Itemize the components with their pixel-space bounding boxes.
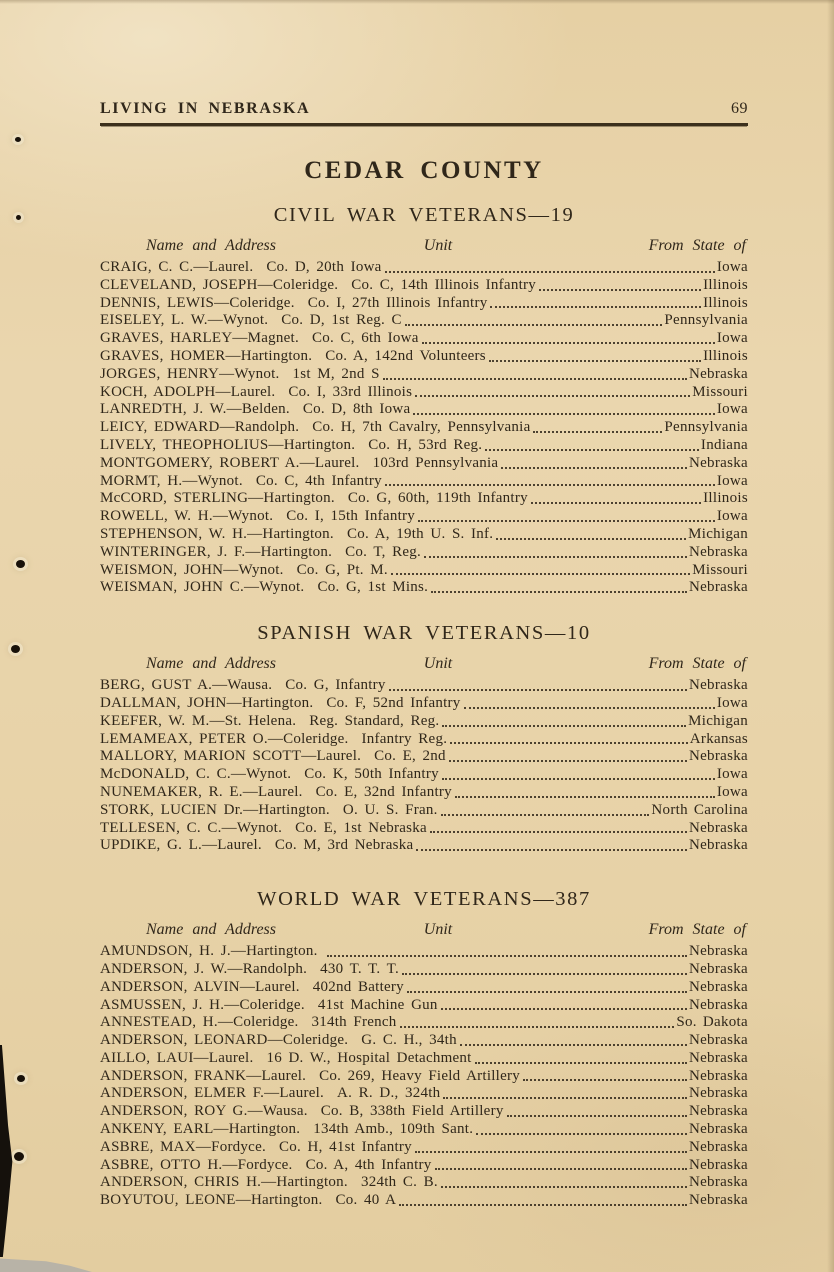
binding-hole-mark [14, 1152, 24, 1161]
dot-leader [452, 784, 717, 802]
veteran-row [100, 437, 748, 455]
veteran-name-address: ANDERSON, J. W.—Randolph. [100, 960, 308, 977]
dot-leader [439, 713, 688, 731]
dot-leader [324, 943, 689, 961]
veteran-unit: Co. H, 41st Infantry [279, 1138, 412, 1155]
veteran-name-address: DENNIS, LEWIS—Coleridge. [100, 294, 295, 311]
veteran-name-address: CRAIG, C. C.—Laurel. [100, 259, 254, 275]
column-header-unit: Unit [423, 237, 453, 254]
veteran-unit: Co. C, 14th Illinois Infantry [351, 276, 536, 293]
veteran-row [100, 997, 748, 1015]
veteran-rows [100, 677, 748, 855]
veteran-row [100, 473, 748, 491]
veteran-unit: 41st Machine Gun [317, 996, 438, 1013]
veteran-name-address: LANREDTH, J. W.—Belden. [100, 401, 290, 418]
dot-leader [388, 562, 692, 580]
veteran-unit: Co. A, 4th Infantry [305, 1156, 432, 1173]
section-title: WORLD WAR VETERANS—387 [257, 888, 591, 911]
veteran-from-state: Iowa [716, 766, 748, 783]
veteran-name-address: DALLMAN, JOHN—Hartington. [100, 694, 314, 711]
veteran-row [100, 943, 748, 961]
veteran-row [100, 1103, 748, 1121]
veteran-name-address: AMUNDSON, H. J.—Hartington. [100, 943, 318, 960]
veteran-unit: Co. E, 2nd [374, 748, 446, 765]
veteran-from-state: Arkansas [689, 730, 748, 747]
veteran-unit: Co. G, 1st Mins. [317, 579, 429, 596]
veteran-row [100, 1085, 748, 1103]
veteran-name-address: WEISMON, JOHN—Wynot. [100, 561, 284, 578]
veteran-unit: O. U. S. Fran. [342, 801, 438, 818]
veteran-name-address: McDONALD, C. C.—Wynot. [100, 766, 292, 783]
veteran-name-address: GRAVES, HOMER—Hartington. [100, 347, 313, 364]
veteran-unit: G. C. H., 34th [361, 1032, 457, 1049]
dot-leader [520, 1068, 689, 1086]
veteran-row [100, 384, 748, 402]
veteran-unit: Reg. Standard, Reg. [309, 712, 440, 729]
binding-hole-mark [11, 645, 20, 653]
veteran-row [100, 748, 748, 766]
veterans-section [100, 204, 748, 597]
column-header-name: Name and Address [146, 921, 276, 939]
veteran-unit: Co. I, 33rd Illinois [288, 383, 413, 400]
dot-leader [536, 277, 703, 295]
dot-leader [399, 961, 689, 979]
dot-leader [382, 473, 717, 491]
veteran-rows [100, 259, 748, 597]
veteran-unit: Co. B, 338th Field Artillery [320, 1103, 504, 1120]
binding-hole-mark [17, 1075, 25, 1082]
dot-leader [427, 820, 689, 838]
dot-leader [432, 1157, 689, 1175]
veteran-from-state: Pennsylvania [664, 419, 748, 436]
veteran-name-address: ANDERSON, ELMER F.—Laurel. [100, 1085, 325, 1102]
dot-leader [461, 695, 717, 713]
veteran-from-state: Nebraska [688, 996, 748, 1013]
dot-leader [397, 1014, 677, 1032]
veteran-unit: Co. A, 19th U. S. Inf. [346, 525, 494, 542]
veteran-unit: Co. M, 3rd Nebraska [274, 837, 414, 854]
veteran-unit: Co. H, 53rd Reg. [368, 436, 483, 453]
veteran-name-address: JORGES, HENRY—Wynot. [100, 365, 280, 382]
veteran-row [100, 544, 748, 562]
veteran-name-address: ANDERSON, FRANK—Laurel. [100, 1067, 307, 1084]
section-title: SPANISH WAR VETERANS—10 [257, 622, 591, 645]
veteran-unit: Co. G, 60th, 119th Infantry [347, 490, 528, 507]
veteran-from-state: North Carolina [651, 801, 748, 818]
veteran-unit: Co. G, Infantry [285, 677, 386, 694]
veteran-from-state: Iowa [716, 472, 748, 489]
veteran-from-state: Nebraska [688, 978, 748, 995]
veteran-from-state: Nebraska [688, 1103, 748, 1120]
veteran-row [100, 1192, 748, 1210]
binding-hole-mark [16, 560, 25, 568]
binding-hole-mark [16, 215, 21, 220]
dot-leader [404, 979, 689, 997]
veteran-name-address: LEICY, EDWARD—Randolph. [100, 419, 300, 436]
veteran-name-address: MORMT, H.—Wynot. [100, 472, 243, 489]
veteran-from-state: Nebraska [688, 1121, 748, 1138]
veteran-unit: Co. D, 8th Iowa [302, 401, 411, 418]
dot-leader [438, 997, 689, 1015]
veteran-from-state: Missouri [692, 383, 748, 400]
veteran-from-state: Iowa [716, 259, 748, 275]
veteran-row [100, 401, 748, 419]
veteran-row [100, 1121, 748, 1139]
veteran-from-state: Nebraska [688, 1085, 748, 1102]
veteran-unit: Co. A, 142nd Volunteers [325, 347, 486, 364]
dot-leader [498, 455, 689, 473]
dot-leader [438, 802, 652, 820]
veteran-name-address: STEPHENSON, W. H.—Hartington. [100, 525, 334, 542]
dot-leader [412, 384, 692, 402]
column-headers [100, 237, 748, 255]
veteran-row [100, 695, 748, 713]
veteran-from-state: Nebraska [688, 1032, 748, 1049]
veteran-from-state: So. Dakota [676, 1014, 748, 1031]
veteran-from-state: Nebraska [688, 837, 748, 854]
veteran-row [100, 802, 748, 820]
veteran-name-address: ANNESTEAD, H.—Coleridge. [100, 1014, 299, 1031]
dot-leader [410, 401, 716, 419]
veteran-unit: Co. I, 27th Illinois Infantry [307, 294, 488, 311]
veteran-unit: Co. D, 20th Iowa [266, 259, 382, 275]
veteran-row [100, 731, 748, 749]
veteran-unit: Co. F, 52nd Infantry [326, 694, 461, 711]
veteran-from-state: Michigan [688, 712, 748, 729]
veteran-from-state: Nebraska [688, 943, 748, 960]
veteran-name-address: McCORD, STERLING—Hartington. [100, 490, 335, 507]
veteran-unit: Co. C, 6th Iowa [311, 330, 419, 347]
veteran-row [100, 820, 748, 838]
dot-leader [440, 1085, 689, 1103]
veteran-from-state: Nebraska [688, 677, 748, 694]
book-title: LIVING IN NEBRASKA [100, 100, 311, 117]
veteran-unit: 324th C. B. [360, 1174, 438, 1191]
dot-leader [402, 312, 665, 330]
veteran-row [100, 526, 748, 544]
veteran-from-state: Iowa [716, 401, 748, 418]
veteran-row [100, 562, 748, 580]
veteran-unit: 16 D. W., Hospital Detachment [266, 1049, 472, 1066]
veteran-unit: Co. K, 50th Infantry [304, 766, 439, 783]
veteran-row [100, 713, 748, 731]
scan-edge-shadow [0, 1045, 13, 1257]
veteran-name-address: BOYUTOU, LEONE—Hartington. [100, 1192, 323, 1209]
veteran-row [100, 1174, 748, 1192]
veteran-unit: Co. E, 32nd Infantry [315, 783, 452, 800]
veterans-section [100, 622, 748, 855]
dot-leader [438, 1174, 689, 1192]
veteran-from-state: Illinois [703, 294, 748, 311]
veteran-from-state: Illinois [703, 490, 748, 507]
dot-leader [504, 1103, 689, 1121]
column-header-unit: Unit [423, 655, 453, 673]
dot-leader [493, 526, 688, 544]
veteran-name-address: NUNEMAKER, R. E.—Laurel. [100, 783, 303, 800]
veteran-from-state: Iowa [716, 783, 748, 800]
veteran-row [100, 366, 748, 384]
veteran-unit: A. R. D., 324th [337, 1085, 441, 1102]
veteran-unit: Co. C, 4th Infantry [255, 472, 382, 489]
veteran-name-address: ANKENY, EARL—Hartington. [100, 1121, 301, 1138]
veteran-from-state: Nebraska [688, 1049, 748, 1066]
section-title: CIVIL WAR VETERANS—19 [273, 204, 575, 226]
dot-leader [530, 419, 664, 437]
veteran-from-state: Nebraska [688, 1138, 748, 1155]
veteran-name-address: MALLORY, MARION SCOTT—Laurel. [100, 748, 362, 765]
veteran-name-address: WEISMAN, JOHN C.—Wynot. [100, 579, 305, 596]
dot-leader [415, 508, 717, 526]
veteran-name-address: GRAVES, HARLEY—Magnet. [100, 330, 299, 347]
dot-leader [482, 437, 701, 455]
page-number: 69 [731, 100, 748, 117]
veteran-row [100, 455, 748, 473]
veteran-row [100, 1157, 748, 1175]
column-header-state: From State of [648, 655, 746, 673]
dot-leader [487, 295, 703, 313]
column-headers [100, 655, 748, 673]
veteran-name-address: ROWELL, W. H.—Wynot. [100, 508, 274, 525]
scan-corner-strip [0, 1257, 92, 1272]
veteran-row [100, 1139, 748, 1157]
veteran-row [100, 312, 748, 330]
veteran-row [100, 784, 748, 802]
column-header-state: From State of [648, 237, 746, 254]
veteran-name-address: ANDERSON, CHRIS H.—Hartington. [100, 1174, 348, 1191]
dot-leader [446, 748, 689, 766]
veteran-unit: Co. I, 15th Infantry [286, 508, 415, 525]
veteran-unit: Co. T, Reg. [345, 543, 422, 560]
veteran-unit: 314th French [311, 1014, 397, 1031]
veteran-sections [100, 204, 748, 1210]
dot-leader [419, 330, 717, 348]
veteran-unit: 402nd Battery [312, 978, 404, 995]
county-title: CEDAR COUNTY [304, 157, 544, 184]
veteran-unit: Co. E, 1st Nebraska [295, 819, 427, 836]
veteran-from-state: Indiana [700, 436, 748, 453]
veteran-unit: Co. G, Pt. M. [296, 561, 388, 578]
veteran-from-state: Nebraska [688, 819, 748, 836]
dot-leader [380, 366, 689, 384]
veteran-from-state: Missouri [692, 561, 748, 578]
veteran-name-address: LIVELY, THEOPHOLIUS—Hartington. [100, 436, 356, 453]
veteran-unit: 430 T. T. T. [320, 960, 399, 977]
veteran-row [100, 419, 748, 437]
veteran-from-state: Iowa [716, 330, 748, 347]
column-header-name: Name and Address [146, 655, 276, 673]
veteran-from-state: Nebraska [688, 1067, 748, 1084]
dot-leader [396, 1192, 689, 1210]
veteran-name-address: MONTGOMERY, ROBERT A.—Laurel. [100, 454, 360, 471]
veteran-from-state: Illinois [703, 276, 748, 293]
dot-leader [413, 837, 689, 855]
column-header-name: Name and Address [146, 237, 276, 254]
veteran-row [100, 961, 748, 979]
veteran-from-state: Pennsylvania [664, 312, 748, 329]
veteran-name-address: KEEFER, W. M.—St. Helena. [100, 712, 297, 729]
veteran-row [100, 295, 748, 313]
veteran-row [100, 508, 748, 526]
veteran-from-state: Nebraska [688, 543, 748, 560]
veteran-name-address: ASBRE, OTTO H.—Fordyce. [100, 1156, 293, 1173]
veteran-from-state: Nebraska [688, 1174, 748, 1191]
veteran-from-state: Nebraska [688, 454, 748, 471]
veteran-from-state: Michigan [688, 525, 748, 542]
dot-leader [472, 1050, 689, 1068]
dot-leader [447, 731, 690, 749]
veteran-from-state: Nebraska [688, 1192, 748, 1209]
veteran-rows [100, 943, 748, 1210]
veteran-row [100, 490, 748, 508]
veteran-from-state: Nebraska [688, 960, 748, 977]
veteran-name-address: AILLO, LAUI—Laurel. [100, 1049, 254, 1066]
column-header-state: From State of [648, 921, 746, 939]
veteran-unit: Co. D, 1st Reg. C [281, 312, 402, 329]
veteran-unit: Co. 40 A [335, 1192, 397, 1209]
dot-leader [528, 490, 703, 508]
dot-leader [382, 259, 717, 277]
veteran-unit: Co. H, 7th Cavalry, Pennsylvania [312, 419, 531, 436]
veteran-row [100, 330, 748, 348]
dot-leader [457, 1032, 689, 1050]
veteran-name-address: KOCH, ADOLPH—Laurel. [100, 383, 276, 400]
dot-leader [412, 1139, 689, 1157]
column-header-unit: Unit [423, 921, 453, 939]
veteran-name-address: ANDERSON, LEONARD—Coleridge. [100, 1032, 349, 1049]
veteran-row [100, 979, 748, 997]
veteran-row [100, 348, 748, 366]
veteran-name-address: EISELEY, L. W.—Wynot. [100, 312, 269, 329]
dot-leader [473, 1121, 689, 1139]
veteran-name-address: WINTERINGER, J. F.—Hartington. [100, 543, 333, 560]
veteran-name-address: LEMAMEAX, PETER O.—Coleridge. [100, 730, 349, 747]
dot-leader [386, 677, 689, 695]
veteran-row [100, 677, 748, 695]
veteran-row [100, 259, 748, 277]
veteran-row [100, 1068, 748, 1086]
veteran-name-address: BERG, GUST A.—Wausa. [100, 677, 273, 694]
veteran-name-address: STORK, LUCIEN Dr.—Hartington. [100, 801, 330, 818]
dot-leader [486, 348, 703, 366]
binding-hole-mark [15, 137, 21, 142]
veteran-row [100, 579, 748, 597]
veteran-from-state: Nebraska [688, 748, 748, 765]
veteran-from-state: Nebraska [688, 579, 748, 596]
veteran-unit: Co. 269, Heavy Field Artillery [319, 1067, 520, 1084]
veteran-name-address: ANDERSON, ALVIN—Laurel. [100, 978, 300, 995]
veteran-unit: Infantry Reg. [361, 730, 448, 747]
dot-leader [421, 544, 689, 562]
veteran-row [100, 1032, 748, 1050]
veteran-name-address: TELLESEN, C. C.—Wynot. [100, 819, 283, 836]
column-headers [100, 921, 748, 939]
veteran-name-address: UPDIKE, G. L.—Laurel. [100, 837, 262, 854]
veteran-row [100, 1014, 748, 1032]
veteran-row [100, 837, 748, 855]
running-header [100, 100, 748, 126]
veteran-from-state: Iowa [716, 508, 748, 525]
veteran-row [100, 277, 748, 295]
veteran-from-state: Nebraska [688, 1156, 748, 1173]
veteran-from-state: Nebraska [688, 365, 748, 382]
veterans-section [100, 888, 748, 1210]
veteran-from-state: Iowa [716, 694, 748, 711]
veteran-name-address: ASBRE, MAX—Fordyce. [100, 1138, 267, 1155]
veteran-unit: 134th Amb., 109th Sant. [313, 1121, 474, 1138]
veteran-row [100, 1050, 748, 1068]
veteran-unit: 1st M, 2nd S [292, 365, 380, 382]
veteran-name-address: CLEVELAND, JOSEPH—Coleridge. [100, 276, 339, 293]
dot-leader [428, 579, 689, 597]
veteran-row [100, 766, 748, 784]
veteran-unit: 103rd Pennsylvania [372, 454, 499, 471]
veteran-name-address: ANDERSON, ROY G.—Wausa. [100, 1103, 308, 1120]
veteran-from-state: Illinois [703, 347, 748, 364]
dot-leader [439, 766, 717, 784]
veteran-name-address: ASMUSSEN, J. H.—Coleridge. [100, 996, 305, 1013]
